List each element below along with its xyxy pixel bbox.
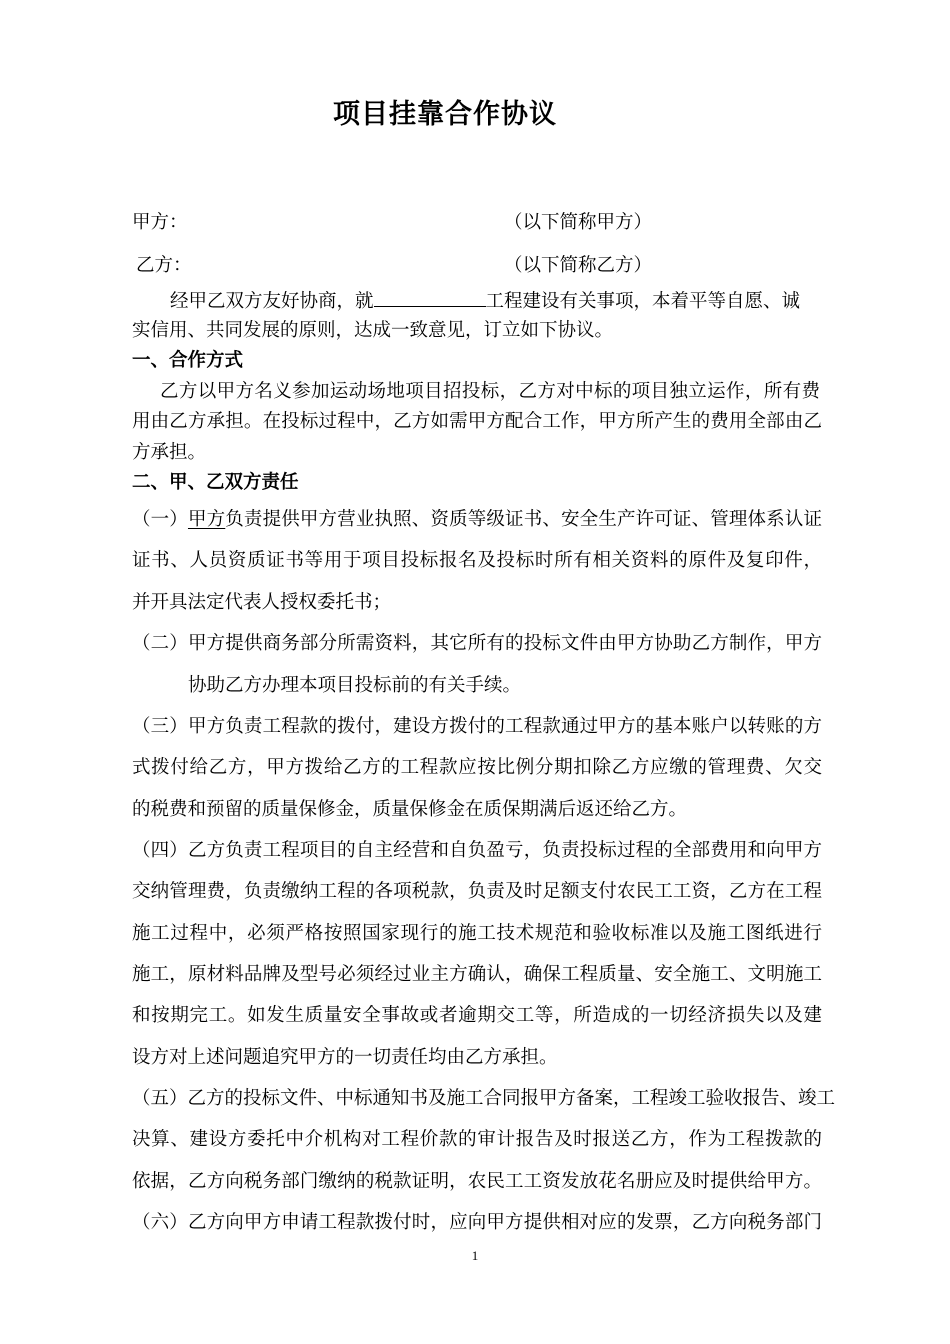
party-a-underlined: 甲方 bbox=[187, 509, 226, 530]
item2-line-1: （二）甲方提供商务部分所需资料，其它所有的投标文件由甲方协助乙方制作，甲方 bbox=[132, 633, 822, 654]
section1-heading: 一、合作方式 bbox=[132, 350, 244, 371]
item1-line-1 bbox=[132, 507, 822, 533]
document-title: 项目挂靠合作协议 bbox=[333, 99, 557, 130]
section1-line: 用由乙方承担。在投标过程中，乙方如需甲方配合工作，甲方所产生的费用全部由乙 bbox=[132, 411, 822, 432]
item3-line: 的税费和预留的质量保修金，质量保修金在质保期满后返还给乙方。 bbox=[132, 799, 688, 820]
item4-line: 交纳管理费，负责缴纳工程的各项税款，负责及时足额支付农民工工资，乙方在工程 bbox=[132, 881, 822, 902]
intro-post: 工程建设有关事项，本着平等自愿、诚 bbox=[485, 291, 801, 312]
item4-line: 施工过程中，必须严格按照国家现行的施工技术规范和验收标准以及施工图纸进行 bbox=[132, 923, 822, 944]
intro-pre: 经甲乙双方友好协商，就 bbox=[170, 291, 374, 312]
party-a-note: （以下简称甲方） bbox=[504, 212, 653, 233]
party-b-note: （以下简称乙方） bbox=[504, 255, 653, 276]
intro-line-1 bbox=[170, 288, 820, 315]
item4-line: 设方对上述问题追究甲方的一切责任均由乙方承担。 bbox=[132, 1047, 558, 1068]
item3-line: （三）甲方负责工程款的拨付，建设方拨付的工程款通过甲方的基本账户以转账的方 bbox=[132, 716, 822, 737]
item1-line-2: 证书、人员资质证书等用于项目投标报名及投标时所有相关资料的原件及复印件， bbox=[132, 550, 822, 571]
item1-prefix: （一） bbox=[132, 509, 188, 530]
item6-line: （六）乙方向甲方申请工程款拨付时，应向甲方提供相对应的发票，乙方向税务部门 bbox=[132, 1212, 822, 1233]
section1-line: 方承担。 bbox=[132, 442, 207, 463]
section2-heading: 二、甲、乙双方责任 bbox=[132, 472, 299, 493]
item1-line-3: 并开具法定代表人授权委托书； bbox=[132, 592, 392, 613]
item3-line: 式拨付给乙方，甲方拨给乙方的工程款应按比例分期扣除乙方应缴的管理费、欠交 bbox=[132, 757, 822, 778]
item5-line: 依据，乙方向税务部门缴纳的税款证明，农民工工资发放花名册应及时提供给甲方。 bbox=[132, 1171, 822, 1192]
item4-line: （四）乙方负责工程项目的自主经营和自负盈亏，负责投标过程的全部费用和向甲方 bbox=[132, 840, 822, 861]
intro-line-2: 实信用、共同发展的原则，达成一致意见，订立如下协议。 bbox=[132, 320, 614, 341]
section1-line: 乙方以甲方名义参加运动场地项目招投标，乙方对中标的项目独立运作，所有费 bbox=[160, 381, 820, 402]
project-name-blank bbox=[374, 288, 486, 307]
item5-line: （五）乙方的投标文件、中标通知书及施工合同报甲方备案，工程竣工验收报告、竣工 bbox=[132, 1088, 836, 1109]
item1-rest: 负责提供甲方营业执照、资质等级证书、安全生产许可证、管理体系认证 bbox=[225, 509, 822, 530]
party-a-label: 甲方： bbox=[132, 212, 188, 233]
item5-line: 决算、建设方委托中介机构对工程价款的审计报告及时报送乙方，作为工程拨款的 bbox=[132, 1129, 822, 1150]
item4-line: 和按期完工。如发生质量安全事故或者逾期交工等，所造成的一切经济损失以及建 bbox=[132, 1005, 822, 1026]
item2-line-2: 协助乙方办理本项目投标前的有关手续。 bbox=[188, 675, 522, 696]
page-number: 1 bbox=[471, 1248, 479, 1263]
item4-line: 施工，原材料品牌及型号必须经过业主方确认，确保工程质量、安全施工、文明施工 bbox=[132, 964, 822, 985]
party-b-label: 乙方： bbox=[136, 255, 192, 276]
